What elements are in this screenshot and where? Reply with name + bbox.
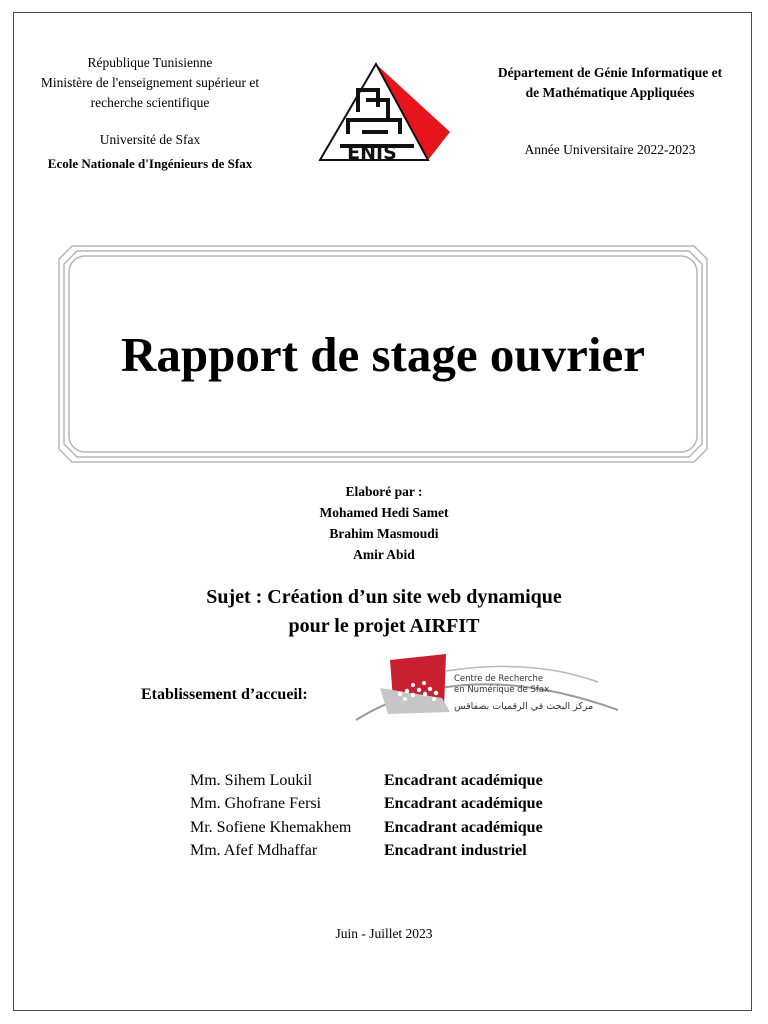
- crns-logo: [352, 654, 622, 730]
- university-text: Université de Sfax: [99, 132, 201, 147]
- subject-line-1: Sujet : Création d’un site web dynamique: [206, 586, 562, 608]
- supervisors-table: [190, 769, 543, 863]
- supervisor-row: [190, 769, 543, 793]
- header-right: [490, 63, 730, 160]
- crns-logo-arabic: مركز البحث في الرقميات بصفاقس: [454, 701, 594, 712]
- author-name: Amir Abid: [353, 547, 415, 562]
- authors-label: Elaboré par :: [345, 484, 423, 499]
- supervisor-row: [190, 793, 543, 817]
- supervisors-block: [190, 769, 543, 863]
- academic-year-text: Année Universitaire 2022-2023: [524, 142, 696, 157]
- supervisor-row: [190, 840, 543, 864]
- school-text: Ecole Nationale d'Ingénieurs de Sfax: [47, 156, 253, 171]
- author-name: Brahim Masmoudi: [329, 526, 439, 541]
- report-title: Rapport de stage ouvrier: [121, 327, 645, 382]
- authors-block: [184, 481, 584, 565]
- report-date: Juin - Juillet 2023: [335, 926, 433, 941]
- supervisor-name: Mm. Afef Mdhaffar: [190, 842, 318, 860]
- author-name: Mohamed Hedi Samet: [319, 505, 449, 520]
- ministry-text: Ministère de l'enseignement supérieur et recherche scientifique: [40, 75, 260, 110]
- subject-line-2: pour le projet AIRFIT: [288, 615, 480, 637]
- host-label: Etablissement d’accueil:: [141, 686, 308, 703]
- header-left: [40, 53, 260, 174]
- supervisor-name: Mr. Sofiene Khemakhem: [190, 818, 352, 836]
- supervisor-row: [190, 816, 543, 840]
- supervisor-name: Mm. Sihem Loukil: [190, 771, 313, 789]
- supervisor-role: Encadrant académique: [384, 795, 543, 813]
- enis-logo: [318, 62, 454, 162]
- subject-block: [84, 583, 684, 641]
- enis-logo-graphic: [318, 62, 454, 162]
- department-text: Département de Génie Informatique et de Mathématique Appliquées: [497, 65, 723, 100]
- supervisor-role: Encadrant industriel: [384, 842, 527, 860]
- supervisor-role: Encadrant académique: [384, 818, 543, 836]
- crns-logo-line1: Centre de Recherche: [454, 674, 544, 684]
- enis-logo-text: ENIS: [347, 142, 397, 162]
- republic-text: République Tunisienne: [87, 55, 213, 70]
- supervisor-role: Encadrant académique: [384, 771, 543, 789]
- crns-logo-line2: en Numérique de Sfax: [454, 685, 550, 695]
- crns-logo-graphic: [352, 654, 622, 730]
- supervisor-name: Mm. Ghofrane Fersi: [190, 795, 322, 813]
